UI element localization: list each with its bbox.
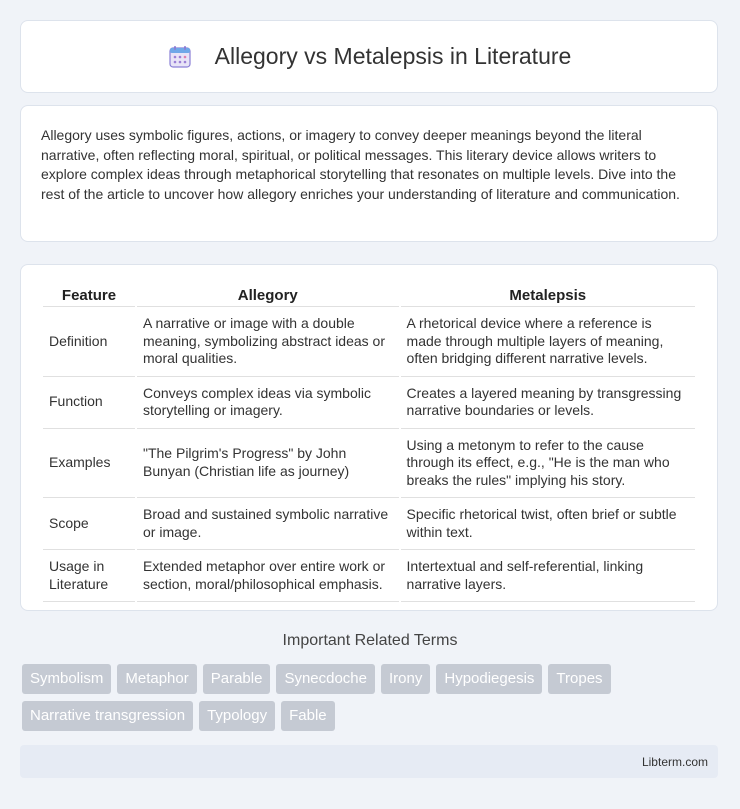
page-title: Allegory vs Metalepsis in Literature (214, 43, 572, 69)
related-terms-tags (22, 664, 722, 731)
related-terms-title: Important Related Terms (282, 632, 458, 649)
allegory-cell: "The Pilgrim's Progress" by John Bunyan (Christian life as journey) (137, 429, 399, 499)
metalepsis-cell: Using a metonym to refer to the cause through its effect, e.g., "He is the man who breaks the rules" implying his story. (401, 429, 695, 499)
table-header-row (43, 283, 695, 307)
tag-symbolism[interactable]: Symbolism (22, 664, 111, 694)
tag-typology[interactable]: Typology (199, 701, 275, 731)
tag-tropes[interactable]: Tropes (548, 664, 610, 694)
table-row (43, 498, 695, 550)
header-card (20, 20, 718, 93)
allegory-cell: Extended metaphor over entire work or section, moral/philosophical emphasis. (137, 550, 399, 602)
calendar-icon (167, 44, 193, 70)
tag-irony[interactable]: Irony (381, 664, 430, 694)
feature-cell: Examples (43, 429, 135, 499)
table-row (43, 377, 695, 429)
metalepsis-cell: Specific rhetorical twist, often brief or subtle within text. (401, 498, 695, 550)
intro-text: Allegory uses symbolic figures, actions, or imagery to convey deeper meanings beyond the literal narrative, often reflecting moral, spiritual, or political messages. This literary device allows writers to explore complex ideas through metaphorical storytelling that resonates on multiple levels. Dive into the rest of the article to uncover how allegory enriches your understanding of literature and communication. (41, 127, 680, 202)
intro-card (20, 105, 718, 242)
feature-cell: Scope (43, 498, 135, 550)
tag-hypodiegesis[interactable]: Hypodiegesis (436, 664, 542, 694)
allegory-cell: Broad and sustained symbolic narrative or image. (137, 498, 399, 550)
comparison-table (41, 283, 697, 602)
tag-narrative-transgression[interactable]: Narrative transgression (22, 701, 193, 731)
allegory-cell: A narrative or image with a double meaning, symbolizing abstract ideas or moral qualities. (137, 307, 399, 377)
tag-metaphor[interactable]: Metaphor (117, 664, 196, 694)
header-allegory: Allegory (137, 283, 399, 307)
tag-fable[interactable]: Fable (281, 701, 335, 731)
table-row (43, 550, 695, 602)
tag-synecdoche[interactable]: Synecdoche (276, 664, 375, 694)
footer (20, 745, 718, 778)
table-row (43, 429, 695, 499)
header-feature: Feature (43, 283, 135, 307)
metalepsis-cell: Creates a layered meaning by transgressing narrative boundaries or levels. (401, 377, 695, 429)
allegory-cell: Conveys complex ideas via symbolic storytelling or imagery. (137, 377, 399, 429)
feature-cell: Usage in Literature (43, 550, 135, 602)
tag-parable[interactable]: Parable (203, 664, 271, 694)
comparison-card (20, 264, 718, 611)
footer-site-link[interactable]: Libterm.com (641, 754, 708, 769)
table-row (43, 307, 695, 377)
metalepsis-cell: Intertextual and self-referential, linking narrative layers. (401, 550, 695, 602)
feature-cell: Definition (43, 307, 135, 377)
metalepsis-cell: A rhetorical device where a reference is made through multiple layers of meaning, often bridging different narrative levels. (401, 307, 695, 377)
header-metalepsis: Metalepsis (401, 283, 695, 307)
feature-cell: Function (43, 377, 135, 429)
